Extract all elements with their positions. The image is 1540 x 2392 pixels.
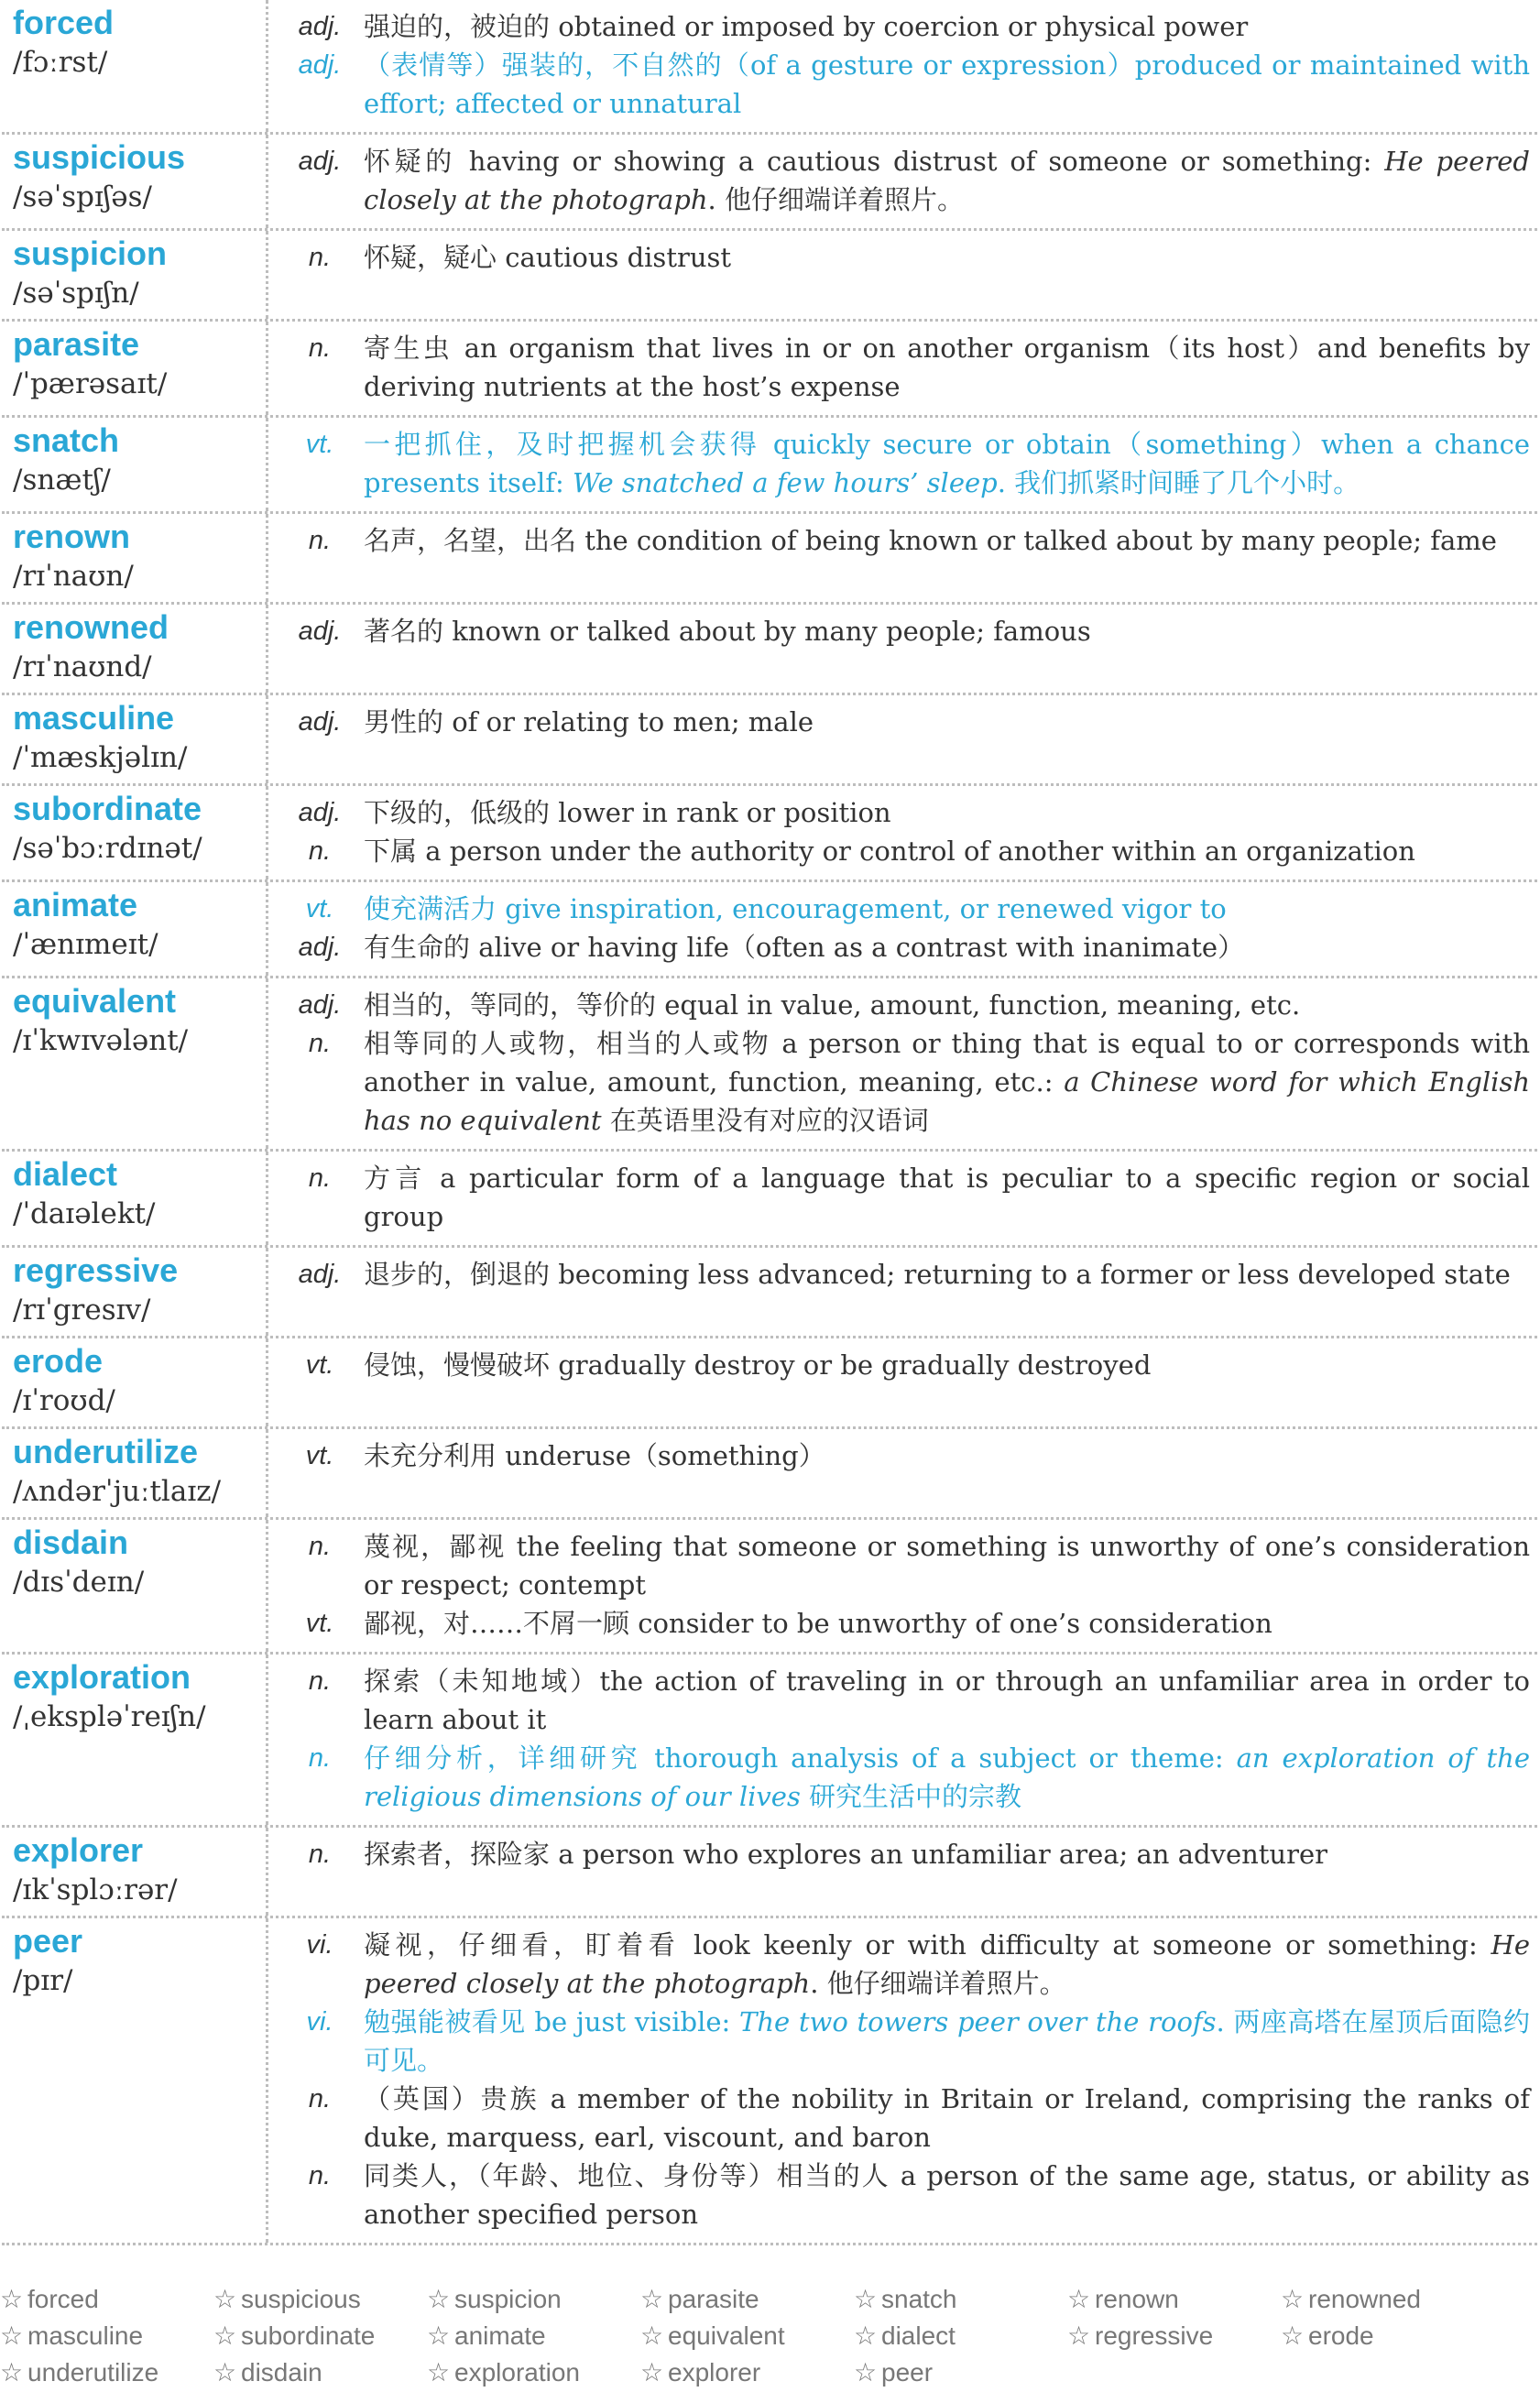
star-icon: ☆ — [640, 2285, 664, 2313]
sense — [276, 832, 1530, 870]
sense — [276, 7, 1530, 46]
headword-cell — [2, 0, 268, 132]
definition: 下属 a person under the authority or control of another within an organization — [364, 836, 1415, 867]
word-index-word: snatch — [881, 2285, 957, 2313]
sense — [276, 2003, 1530, 2080]
phonetic: /rɪˈnaʊnd/ — [13, 650, 152, 683]
definition-cell — [268, 882, 1537, 976]
headword-cell — [2, 135, 268, 228]
word-index-word: exploration — [454, 2358, 580, 2387]
headword: suspicion — [13, 235, 168, 272]
part-of-speech: vt. — [305, 1441, 334, 1470]
star-icon: ☆ — [0, 2285, 24, 2313]
definition-cell — [268, 978, 1537, 1149]
entry-row — [2, 693, 1537, 783]
vocabulary-entries — [2, 0, 1537, 2245]
star-icon: ☆ — [213, 2285, 237, 2313]
word-index-item — [1067, 2318, 1281, 2354]
entry-row — [2, 976, 1537, 1149]
definition-text — [364, 1835, 1530, 1873]
definition: 怀疑，疑心 cautious distrust — [364, 242, 732, 273]
definition-cell — [268, 0, 1537, 132]
star-icon: ☆ — [427, 2358, 451, 2387]
headword: equivalent — [13, 982, 177, 1020]
star-icon: ☆ — [427, 2285, 451, 2313]
headword-cell — [2, 1338, 268, 1426]
headword: erode — [13, 1342, 104, 1380]
sense — [276, 1604, 1530, 1643]
headword: snatch — [13, 421, 120, 459]
headword-cell — [2, 1429, 268, 1517]
entry-row — [2, 1825, 1537, 1916]
example-translation: 研究生活中的宗教 — [800, 1781, 1022, 1812]
definition: 方言 a particular form of a language that is peculiar to a specific region or social group — [364, 1163, 1530, 1232]
headword: renowned — [13, 608, 169, 646]
entry-row — [2, 132, 1537, 228]
example-sentence: We snatched a few hours’ sleep — [573, 467, 998, 498]
phonetic: /rɪˈgresɪv/ — [13, 1294, 151, 1327]
phonetic: /pɪr/ — [13, 1964, 73, 1997]
star-icon: ☆ — [427, 2321, 451, 2350]
definition: 怀疑的 having or showing a cautious distrust of someone or something: — [364, 146, 1385, 177]
word-index-item — [640, 2318, 854, 2354]
definition: 蔑视，鄙视 the feeling that someone or something is unworthy of one’s consideration or respect; contempt — [364, 1531, 1530, 1600]
definition: 名声，名望，出名 the condition of being known or talked about by many people; fame — [364, 525, 1497, 556]
definition: （英国）贵族 a member of the nobility in Britain or Ireland, comprising the ranks of duke, marquess, earl, viscount, and baron — [364, 2083, 1530, 2153]
word-index-item — [1067, 2281, 1281, 2318]
definition-text — [364, 7, 1530, 46]
word-index-word: erode — [1308, 2321, 1374, 2350]
entry-row — [2, 0, 1537, 132]
sense — [276, 928, 1530, 967]
word-index-word: suspicious — [241, 2285, 361, 2313]
definition-text — [364, 521, 1530, 560]
sense — [276, 1024, 1530, 1140]
phonetic: /ˌekspləˈreɪʃn/ — [13, 1700, 206, 1733]
example-translation: . 两座高塔在屋顶后面隐约可见。 — [364, 2006, 1530, 2076]
definition: 著名的 known or talked about by many people; famous — [364, 616, 1091, 647]
definition-cell — [268, 1828, 1537, 1916]
headword: peer — [13, 1922, 83, 1960]
word-index-item — [213, 2354, 427, 2391]
definition-cell — [268, 1429, 1537, 1517]
definition-text — [364, 1739, 1530, 1816]
definition: 相等同的人或物，相当的人或物 a person or thing that is equal to or corresponds with another in value, amount, function, meaning, etc.: — [364, 1028, 1530, 1098]
entry-row — [2, 319, 1537, 415]
headword: exploration — [13, 1658, 191, 1696]
star-icon: ☆ — [0, 2358, 24, 2387]
definition-text — [364, 986, 1530, 1024]
definition: 同类人，（年龄、地位、身份等）相当的人 a person of the same age, status, or ability as another specified person — [364, 2160, 1530, 2230]
definition: 侵蚀，慢慢破坏 gradually destroy or be gradually destroyed — [364, 1349, 1152, 1381]
definition-text — [364, 1604, 1530, 1643]
sense — [276, 1255, 1530, 1294]
part-of-speech: n. — [308, 1743, 332, 1773]
word-index-word: regressive — [1095, 2321, 1214, 2350]
sense — [276, 425, 1530, 502]
sense — [276, 1739, 1530, 1816]
definition-cell — [268, 231, 1537, 319]
part-of-speech: adj. — [298, 12, 342, 41]
part-of-speech: adj. — [298, 798, 342, 827]
definition-cell — [268, 135, 1537, 228]
headword-cell — [2, 322, 268, 415]
star-icon: ☆ — [1067, 2285, 1091, 2313]
sense — [276, 703, 1530, 741]
definition-text — [364, 2080, 1530, 2157]
definition: 仔细分析，详细研究 thorough analysis of a subject or theme: — [364, 1742, 1237, 1774]
word-index-item — [427, 2354, 640, 2391]
part-of-speech: adj. — [298, 50, 342, 80]
word-index-item — [0, 2318, 213, 2354]
word-index-item — [854, 2318, 1067, 2354]
example-sentence: a Chinese word for which English has no equivalent — [364, 1066, 1531, 1136]
word-index-word: peer — [881, 2358, 934, 2387]
headword-cell — [2, 1828, 268, 1916]
sense — [276, 612, 1530, 650]
word-index-word: explorer — [668, 2358, 761, 2387]
star-icon: ☆ — [0, 2321, 24, 2350]
definition: 勉强能被看见 be just visible: — [364, 2006, 739, 2037]
word-index-item — [640, 2354, 854, 2391]
part-of-speech: vi. — [306, 2007, 333, 2037]
definition-text — [364, 2003, 1530, 2080]
star-icon: ☆ — [213, 2358, 237, 2387]
phonetic: /ˈdaɪəlekt/ — [13, 1197, 156, 1230]
phonetic: /ɪˈroʊd/ — [13, 1384, 115, 1417]
part-of-speech: adj. — [298, 933, 342, 962]
part-of-speech: adj. — [298, 707, 342, 737]
headword: forced — [13, 4, 115, 41]
star-icon: ☆ — [1067, 2321, 1091, 2350]
definition-cell — [268, 1918, 1537, 2243]
entry-row — [2, 783, 1537, 879]
sense — [276, 142, 1530, 219]
part-of-speech: n. — [308, 333, 332, 363]
headword: parasite — [13, 325, 140, 363]
definition-text — [364, 1662, 1530, 1739]
word-index-item — [213, 2281, 427, 2318]
definition: 鄙视，对……不屑一顾 consider to be unworthy of one’s consideration — [364, 1608, 1272, 1639]
part-of-speech: n. — [308, 526, 332, 555]
definition-text — [364, 46, 1530, 123]
headword: explorer — [13, 1831, 144, 1869]
sense — [276, 1159, 1530, 1236]
headword: animate — [13, 886, 138, 923]
definition-cell — [268, 418, 1537, 511]
headword: suspicious — [13, 138, 186, 176]
entry-row — [2, 1336, 1537, 1426]
word-index-item — [1281, 2281, 1494, 2318]
definition-text — [364, 1024, 1530, 1140]
definition-text — [364, 703, 1530, 741]
headword: dialect — [13, 1155, 118, 1193]
phonetic: /rɪˈnaʊn/ — [13, 560, 134, 593]
star-icon: ☆ — [640, 2321, 664, 2350]
part-of-speech: vi. — [306, 1930, 333, 1960]
definition-text — [364, 425, 1530, 502]
phonetic: /fɔːrst/ — [13, 46, 108, 79]
entry-row — [2, 511, 1537, 602]
definition-text — [364, 142, 1530, 219]
example-translation: . 他仔细端详着照片。 — [707, 184, 964, 215]
headword: renown — [13, 518, 131, 555]
sense — [276, 1662, 1530, 1739]
definition-text — [364, 928, 1530, 967]
headword: regressive — [13, 1251, 179, 1289]
word-index-word: suspicion — [454, 2285, 562, 2313]
definition-cell — [268, 514, 1537, 602]
entry-row — [2, 602, 1537, 693]
part-of-speech: n. — [308, 2084, 332, 2113]
star-icon: ☆ — [854, 2285, 878, 2313]
sense — [276, 1346, 1530, 1384]
definition-text — [364, 890, 1530, 928]
phonetic: /səˈbɔːrdɪnət/ — [13, 832, 202, 865]
example-sentence: He peered closely at the photograph — [364, 146, 1530, 215]
definition-text — [364, 612, 1530, 650]
part-of-speech: n. — [308, 243, 332, 272]
definition-text — [364, 2157, 1530, 2234]
definition-text — [364, 1159, 1530, 1236]
headword: subordinate — [13, 790, 202, 827]
part-of-speech: adj. — [298, 990, 342, 1020]
sense — [276, 890, 1530, 928]
definition: 凝视，仔细看，盯着看 look keenly or with difficulty at someone or something: — [364, 1929, 1491, 1961]
star-icon: ☆ — [213, 2321, 237, 2350]
part-of-speech: adj. — [298, 617, 342, 646]
example-sentence: an exploration of the religious dimensions of our lives — [364, 1742, 1531, 1812]
word-index-item — [640, 2281, 854, 2318]
word-index-item — [1281, 2318, 1494, 2354]
word-index-word: animate — [454, 2321, 546, 2350]
definition-cell — [268, 605, 1537, 693]
part-of-speech: n. — [308, 2161, 332, 2190]
definition: （表情等）强装的，不自然的（of a gesture or expression）produced or maintained with effort; affected or unnatural — [364, 49, 1530, 119]
word-index-word: dialect — [881, 2321, 956, 2350]
phonetic: /ˈmæskjəlɪn/ — [13, 741, 188, 774]
part-of-speech: n. — [308, 1029, 332, 1058]
headword-cell — [2, 1918, 268, 2243]
star-icon: ☆ — [854, 2358, 878, 2387]
sense — [276, 46, 1530, 123]
part-of-speech: n. — [308, 1532, 332, 1561]
word-index-word: renowned — [1308, 2285, 1421, 2313]
headword-cell — [2, 418, 268, 511]
sense — [276, 986, 1530, 1024]
star-icon: ☆ — [640, 2358, 664, 2387]
definition-text — [364, 793, 1530, 832]
sense — [276, 238, 1530, 277]
part-of-speech: n. — [308, 1163, 332, 1193]
sense — [276, 2157, 1530, 2234]
example-sentence: He peered closely at the photograph — [364, 1929, 1530, 1999]
sense — [276, 1926, 1530, 2003]
word-index-item — [213, 2318, 427, 2354]
definition-text — [364, 1346, 1530, 1384]
star-icon: ☆ — [1281, 2321, 1305, 2350]
sense — [276, 2080, 1530, 2157]
definition-text — [364, 1527, 1530, 1604]
word-index-row — [0, 2281, 1540, 2318]
phonetic: /ʌndərˈjuːtlaɪz/ — [13, 1475, 222, 1508]
phonetic: /ˈænɪmeɪt/ — [13, 928, 158, 961]
part-of-speech: adj. — [298, 147, 342, 176]
entry-row — [2, 415, 1537, 511]
word-index-item — [427, 2281, 640, 2318]
headword-cell — [2, 882, 268, 976]
word-index-item — [0, 2354, 213, 2391]
phonetic: /snætʃ/ — [13, 464, 111, 497]
part-of-speech: n. — [308, 836, 332, 866]
definition-text — [364, 1926, 1530, 2003]
definition: 男性的 of or relating to men; male — [364, 706, 814, 737]
entry-row — [2, 1426, 1537, 1517]
entry-row — [2, 1652, 1537, 1825]
word-index-word: parasite — [668, 2285, 759, 2313]
headword-cell — [2, 786, 268, 879]
phonetic: /səˈspɪʃəs/ — [13, 180, 153, 213]
part-of-speech: vt. — [305, 894, 334, 923]
word-index — [0, 2281, 1540, 2391]
definition: 寄生虫 an organism that lives in or on another organism（its host）and benefits by deriving nutrients at the host’s expense — [364, 333, 1530, 402]
word-index-item — [854, 2281, 1067, 2318]
definition-cell — [268, 1152, 1537, 1245]
definition: 有生命的 alive or having life（often as a contrast with inanimate） — [364, 932, 1245, 963]
definition: 相当的，等同的，等价的 equal in value, amount, function, meaning, etc. — [364, 989, 1301, 1021]
definition: 使充满活力 give inspiration, encouragement, or renewed vigor to — [364, 893, 1227, 924]
word-index-item — [854, 2354, 1067, 2391]
definition: 探索（未知地域）the action of traveling in or through an unfamiliar area in order to learn about it — [364, 1666, 1530, 1735]
phonetic: /ɪkˈsplɔːrər/ — [13, 1873, 178, 1906]
entry-row — [2, 228, 1537, 319]
headword-cell — [2, 978, 268, 1149]
sense — [276, 1436, 1530, 1475]
sense — [276, 793, 1530, 832]
definition-cell — [268, 1520, 1537, 1652]
entry-row — [2, 1916, 1537, 2243]
entry-row — [2, 879, 1537, 976]
star-icon: ☆ — [854, 2321, 878, 2350]
definition-text — [364, 1255, 1530, 1294]
phonetic: /ɪˈkwɪvələnt/ — [13, 1024, 189, 1057]
definition-cell — [268, 695, 1537, 783]
definition-cell — [268, 322, 1537, 415]
headword-cell — [2, 231, 268, 319]
phonetic: /ˈpærəsaɪt/ — [13, 367, 168, 400]
word-index-word: subordinate — [241, 2321, 376, 2350]
example-sentence: The two towers peer over the roofs — [738, 2006, 1217, 2037]
headword: underutilize — [13, 1433, 199, 1470]
example-translation: . 我们抓紧时间睡了几个小时。 — [997, 467, 1360, 498]
star-icon: ☆ — [1281, 2285, 1305, 2313]
headword-cell — [2, 1152, 268, 1245]
definition: 强迫的，被迫的 obtained or imposed by coercion or physical power — [364, 11, 1249, 42]
sense — [276, 1835, 1530, 1873]
entry-row — [2, 1517, 1537, 1652]
sense — [276, 521, 1530, 560]
headword-cell — [2, 1520, 268, 1652]
part-of-speech: n. — [308, 1840, 332, 1869]
part-of-speech: n. — [308, 1666, 332, 1696]
headword-cell — [2, 695, 268, 783]
part-of-speech: vt. — [305, 1609, 334, 1638]
headword: masculine — [13, 699, 175, 737]
phonetic: /dɪsˈdeɪn/ — [13, 1566, 145, 1599]
part-of-speech: adj. — [298, 1260, 342, 1289]
word-index-word: equivalent — [668, 2321, 785, 2350]
definition-cell — [268, 1655, 1537, 1825]
entry-row — [2, 1245, 1537, 1336]
word-index-word: masculine — [27, 2321, 144, 2350]
definition-cell — [268, 1248, 1537, 1336]
sense — [276, 329, 1530, 406]
definition: 一把抓住，及时把握机会获得 quickly secure or obtain（something）when a chance presents itself: — [364, 429, 1530, 498]
phonetic: /səˈspɪʃn/ — [13, 277, 139, 310]
word-index-word: underutilize — [27, 2358, 159, 2387]
sense — [276, 1527, 1530, 1604]
entry-row — [2, 1149, 1537, 1245]
definition-text — [364, 329, 1530, 406]
word-index-row — [0, 2318, 1540, 2354]
definition: 退步的，倒退的 becoming less advanced; returning to a former or less developed state — [364, 1259, 1511, 1290]
example-translation: 在英语里没有对应的汉语词 — [601, 1105, 929, 1136]
headword-cell — [2, 1655, 268, 1825]
definition-cell — [268, 1338, 1537, 1426]
example-translation: . 他仔细端详着照片。 — [810, 1968, 1066, 1999]
word-index-word: disdain — [241, 2358, 322, 2387]
definition: 探索者，探险家 a person who explores an unfamiliar area; an adventurer — [364, 1839, 1328, 1870]
word-index-item — [0, 2281, 213, 2318]
headword-cell — [2, 514, 268, 602]
definition-text — [364, 1436, 1530, 1475]
definition-cell — [268, 786, 1537, 879]
word-index-item — [427, 2318, 640, 2354]
word-index-word: forced — [27, 2285, 99, 2313]
headword: disdain — [13, 1524, 129, 1561]
word-index-word: renown — [1095, 2285, 1179, 2313]
headword-cell — [2, 1248, 268, 1336]
part-of-speech: vt. — [305, 1350, 334, 1380]
definition-text — [364, 832, 1530, 870]
definition: 下级的，低级的 lower in rank or position — [364, 797, 891, 828]
headword-cell — [2, 605, 268, 693]
definition-text — [364, 238, 1530, 277]
part-of-speech: vt. — [305, 430, 334, 459]
word-index-row — [0, 2354, 1540, 2391]
definition: 未充分利用 underuse（something） — [364, 1440, 825, 1471]
